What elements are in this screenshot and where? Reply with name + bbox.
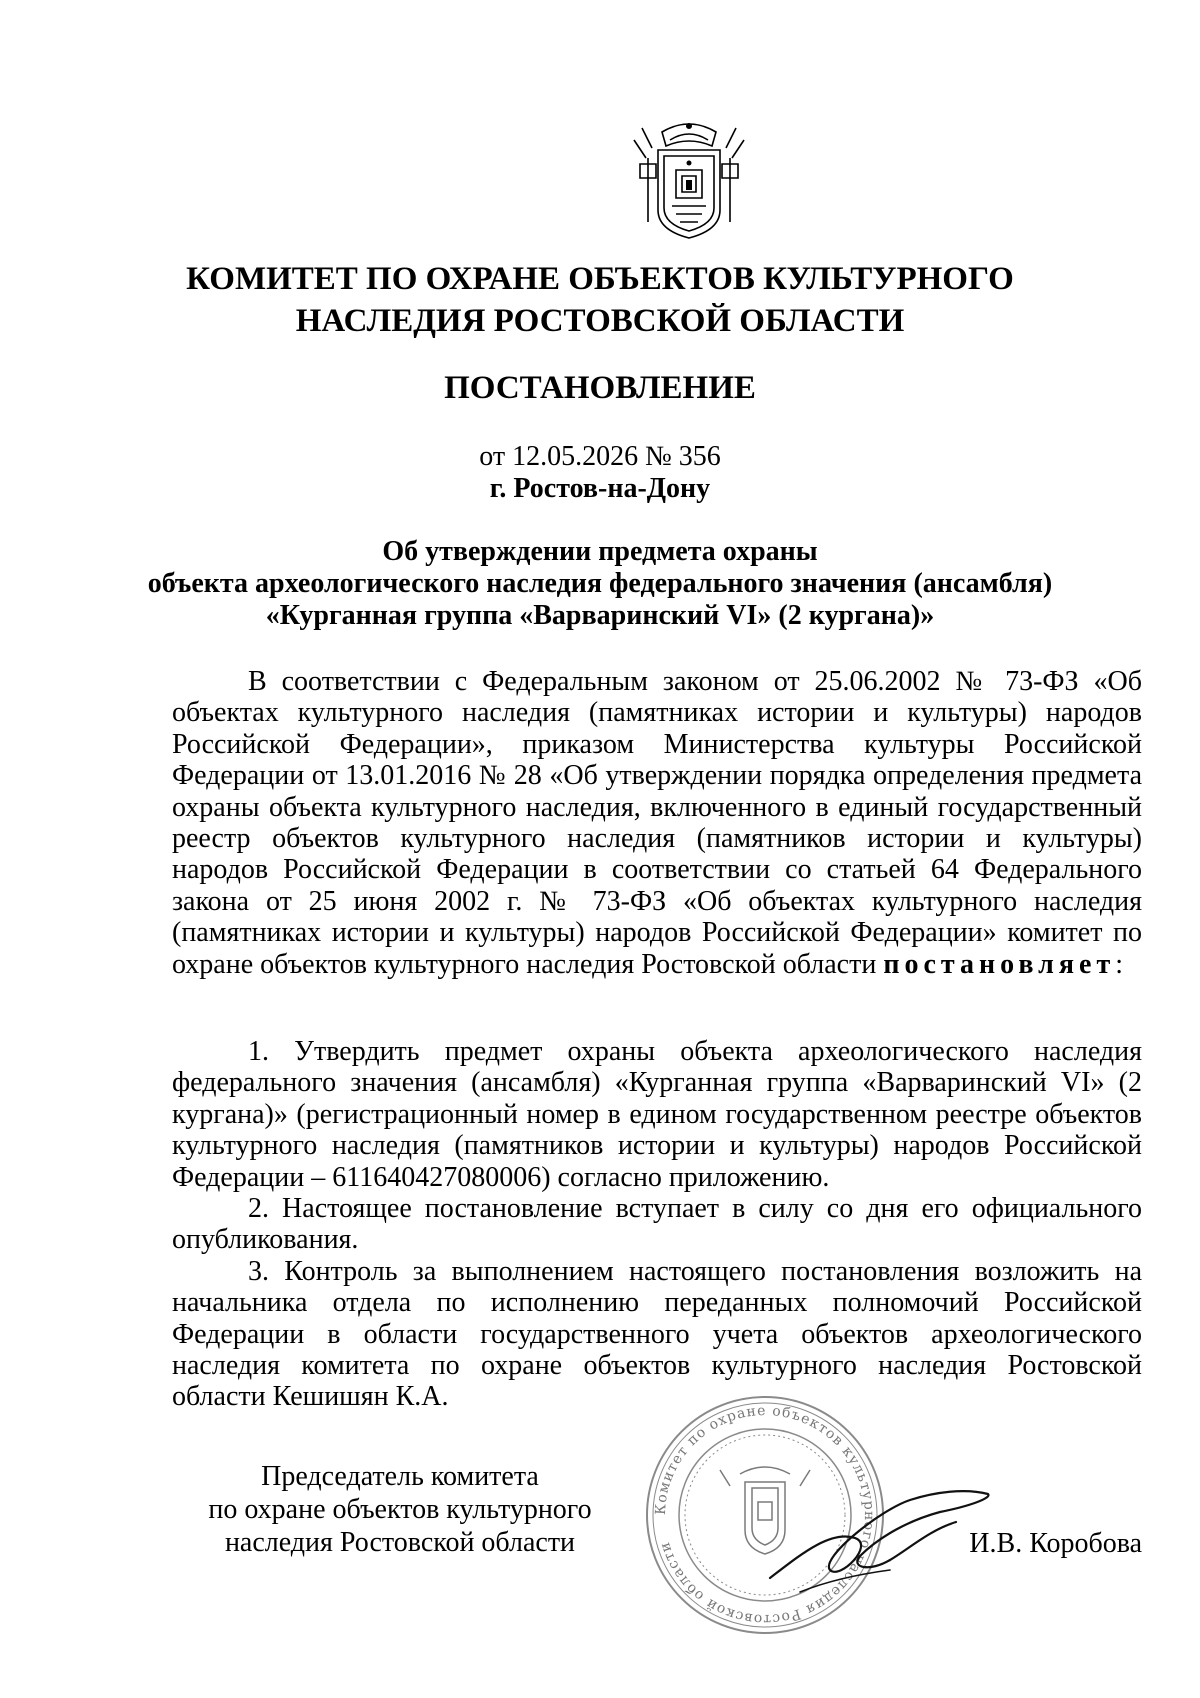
resolution-item-1: 1. Утвердить предмет охраны объекта археологического наследия федерального значения (ансамбля) «Курганная группа «Варваринский VI» (2 кургана)» (регистрационный номер в едином государственном реестре объектов культурного наследия (памятников истории и культуры) народов Российской Федерации – 611640427080006) согласно приложению. <box>172 1036 1142 1193</box>
signatory-name: И.В. Коробова <box>969 1528 1142 1559</box>
signatory-position-line3: наследия Ростовской области <box>224 1527 576 1558</box>
subject-line1: Об утверждении предмета охраны <box>382 536 818 567</box>
resolution-item-3: 3. Контроль за выполнением настоящего постановления возложить на начальника отдела по исполнению переданных полномочий Российской Федерации в области государственного учета объектов археологического наследия комитета по охране объектов культурного наследия Ростовской области Кешишян К.А. <box>172 1255 1142 1413</box>
signatory-position-line1: Председатель комитета <box>261 1461 539 1492</box>
coat-of-arms-icon <box>632 118 746 242</box>
resolves-word: постановляет <box>883 948 1116 980</box>
resolves-colon: : <box>1115 948 1123 980</box>
organization-name-line2: НАСЛЕДИЯ РОСТОВСКОЙ ОБЛАСТИ <box>295 303 905 339</box>
document-city: г. Ростов-на-Дону <box>489 473 711 504</box>
resolution-item-2: 2. Настоящее постановление вступает в силу со дня его официального опубликования. <box>172 1193 1142 1256</box>
resolution-items <box>172 1036 1142 1413</box>
signatory-position-line2: по охране объектов культурного <box>208 1494 592 1525</box>
preamble-paragraph <box>172 666 1142 980</box>
preamble-text: В соответствии с Федеральным законом от 25.06.2002 № 73-ФЗ «Об объектах культурного наследия (памятниках истории и культуры) народов Российской Федерации», приказом Министерства культуры Российской Федерации от 13.01.2016 № 28 «Об утверждении порядка определения предмета охраны объекта культурного наследия, включенного в единый государственный реестр объектов культурного наследия (памятников истории и культуры) народов Российской Федерации в соответствии со статьей 64 Федерального закона от 25 июня 2002 г. № 73-ФЗ «Об объектах культурного наследия (памятниках истории и культуры) народов Российской Федерации» комитет по охране объектов культурного наследия Ростовской области <box>172 666 1142 980</box>
preamble <box>172 666 1142 980</box>
subject-line2: объекта археологического наследия федерального значения (ансамбля) <box>147 568 1053 599</box>
subject-line3: «Курганная группа «Варваринский VI» (2 кургана)» <box>265 600 935 631</box>
document-subject <box>100 536 1100 632</box>
document-type: ПОСТАНОВЛЕНИЕ <box>444 370 756 406</box>
signatory-position <box>150 1460 650 1559</box>
document-date-number: от 12.05.2026 № 356 <box>479 441 721 472</box>
organization-name <box>100 258 1100 342</box>
organization-name-line1: КОМИТЕТ ПО ОХРАНЕ ОБЪЕКТОВ КУЛЬТУРНОГО <box>186 261 1014 297</box>
handwritten-signature <box>760 1460 1000 1610</box>
seal-outer-text: Комитет по охране объектов культурного наследия Ростовской области <box>652 1402 878 1628</box>
